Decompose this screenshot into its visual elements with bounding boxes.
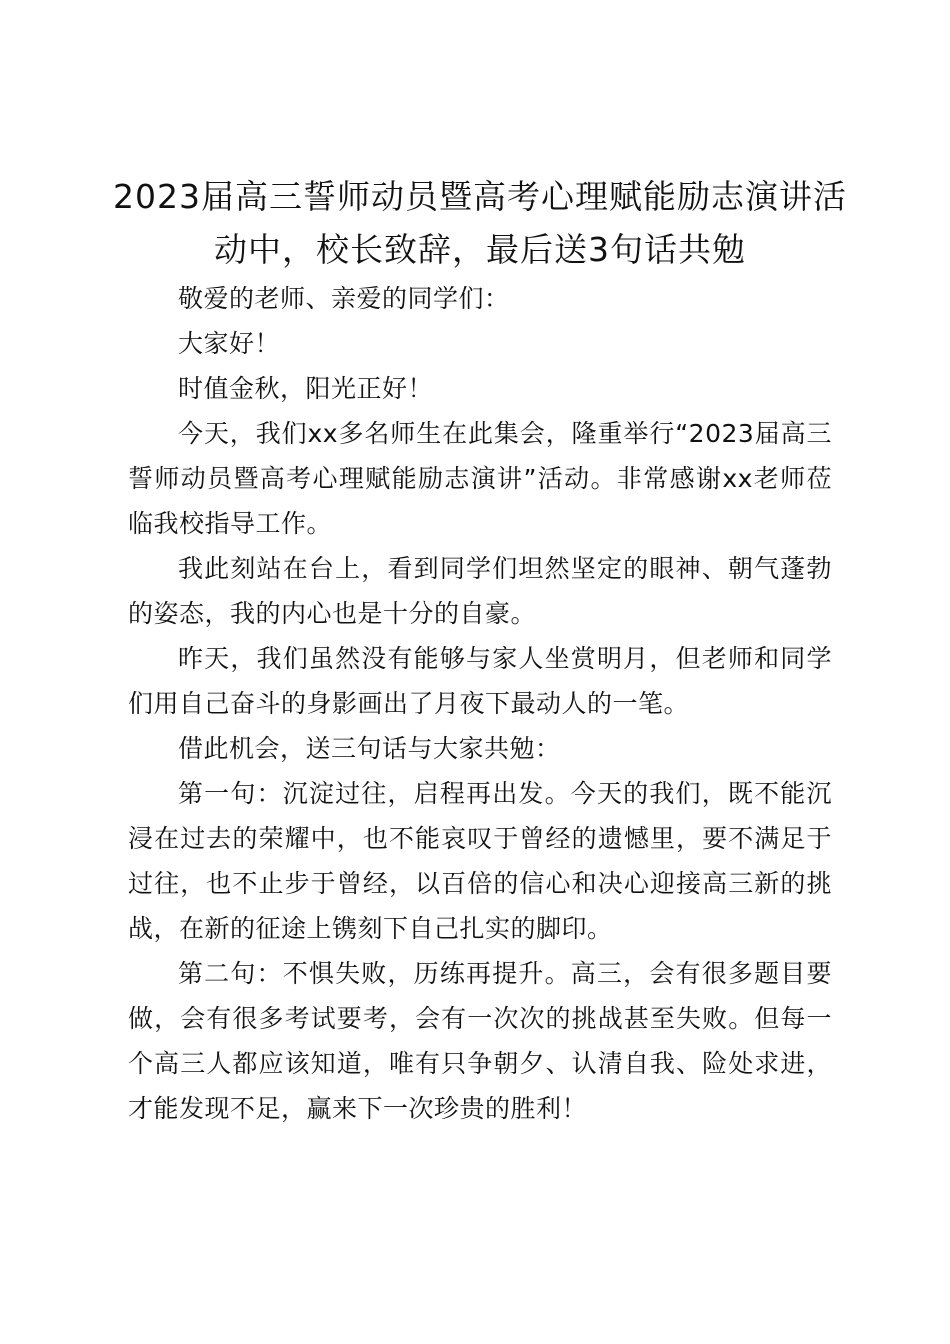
document-body xyxy=(128,276,832,1131)
body-paragraph: 昨天，我们虽然没有能够与家人坐赏明月，但老师和同学们用自己奋斗的身影画出了月夜下最动人的一笔。 xyxy=(128,644,832,718)
salutation-paragraph: 大家好！ xyxy=(178,329,281,358)
body-paragraph: 第一句：沉淀过往，启程再出发。今天的我们，既不能沉浸在过去的荣耀中，也不能哀叹于曾经的遗憾里，要不满足于过往，也不止步于曾经，以百倍的信心和决心迎接高三新的挑战，在新的征途上镌刻下自己扎实的脚印。 xyxy=(128,779,832,943)
body-paragraph: 我此刻站在台上，看到同学们坦然坚定的眼神、朝气蓬勃的姿态，我的内心也是十分的自豪。 xyxy=(128,554,832,628)
body-paragraph: 今天，我们xx多名师生在此集会，隆重举行“2023届高三誓师动员暨高考心理赋能励志演讲”活动。非常感谢xx老师莅临我校指导工作。 xyxy=(128,419,832,538)
document-title: 2023届高三誓师动员暨高考心理赋能励志演讲活动中，校长致辞，最后送3句话共勉 xyxy=(113,177,847,269)
document-page xyxy=(113,170,847,1131)
body-paragraph: 借此机会，送三句话与大家共勉： xyxy=(178,734,561,763)
body-paragraph: 时值金秋，阳光正好！ xyxy=(178,374,434,403)
greeting-paragraph: 敬爱的老师、亲爱的同学们： xyxy=(178,284,510,313)
body-paragraph: 第二句：不惧失败，历练再提升。高三，会有很多题目要做，会有很多考试要考，会有一次次的挑战甚至失败。但每一个高三人都应该知道，唯有只争朝夕、认清自我、险处求进，才能发现不足，赢来下一次珍贵的胜利！ xyxy=(128,959,832,1123)
